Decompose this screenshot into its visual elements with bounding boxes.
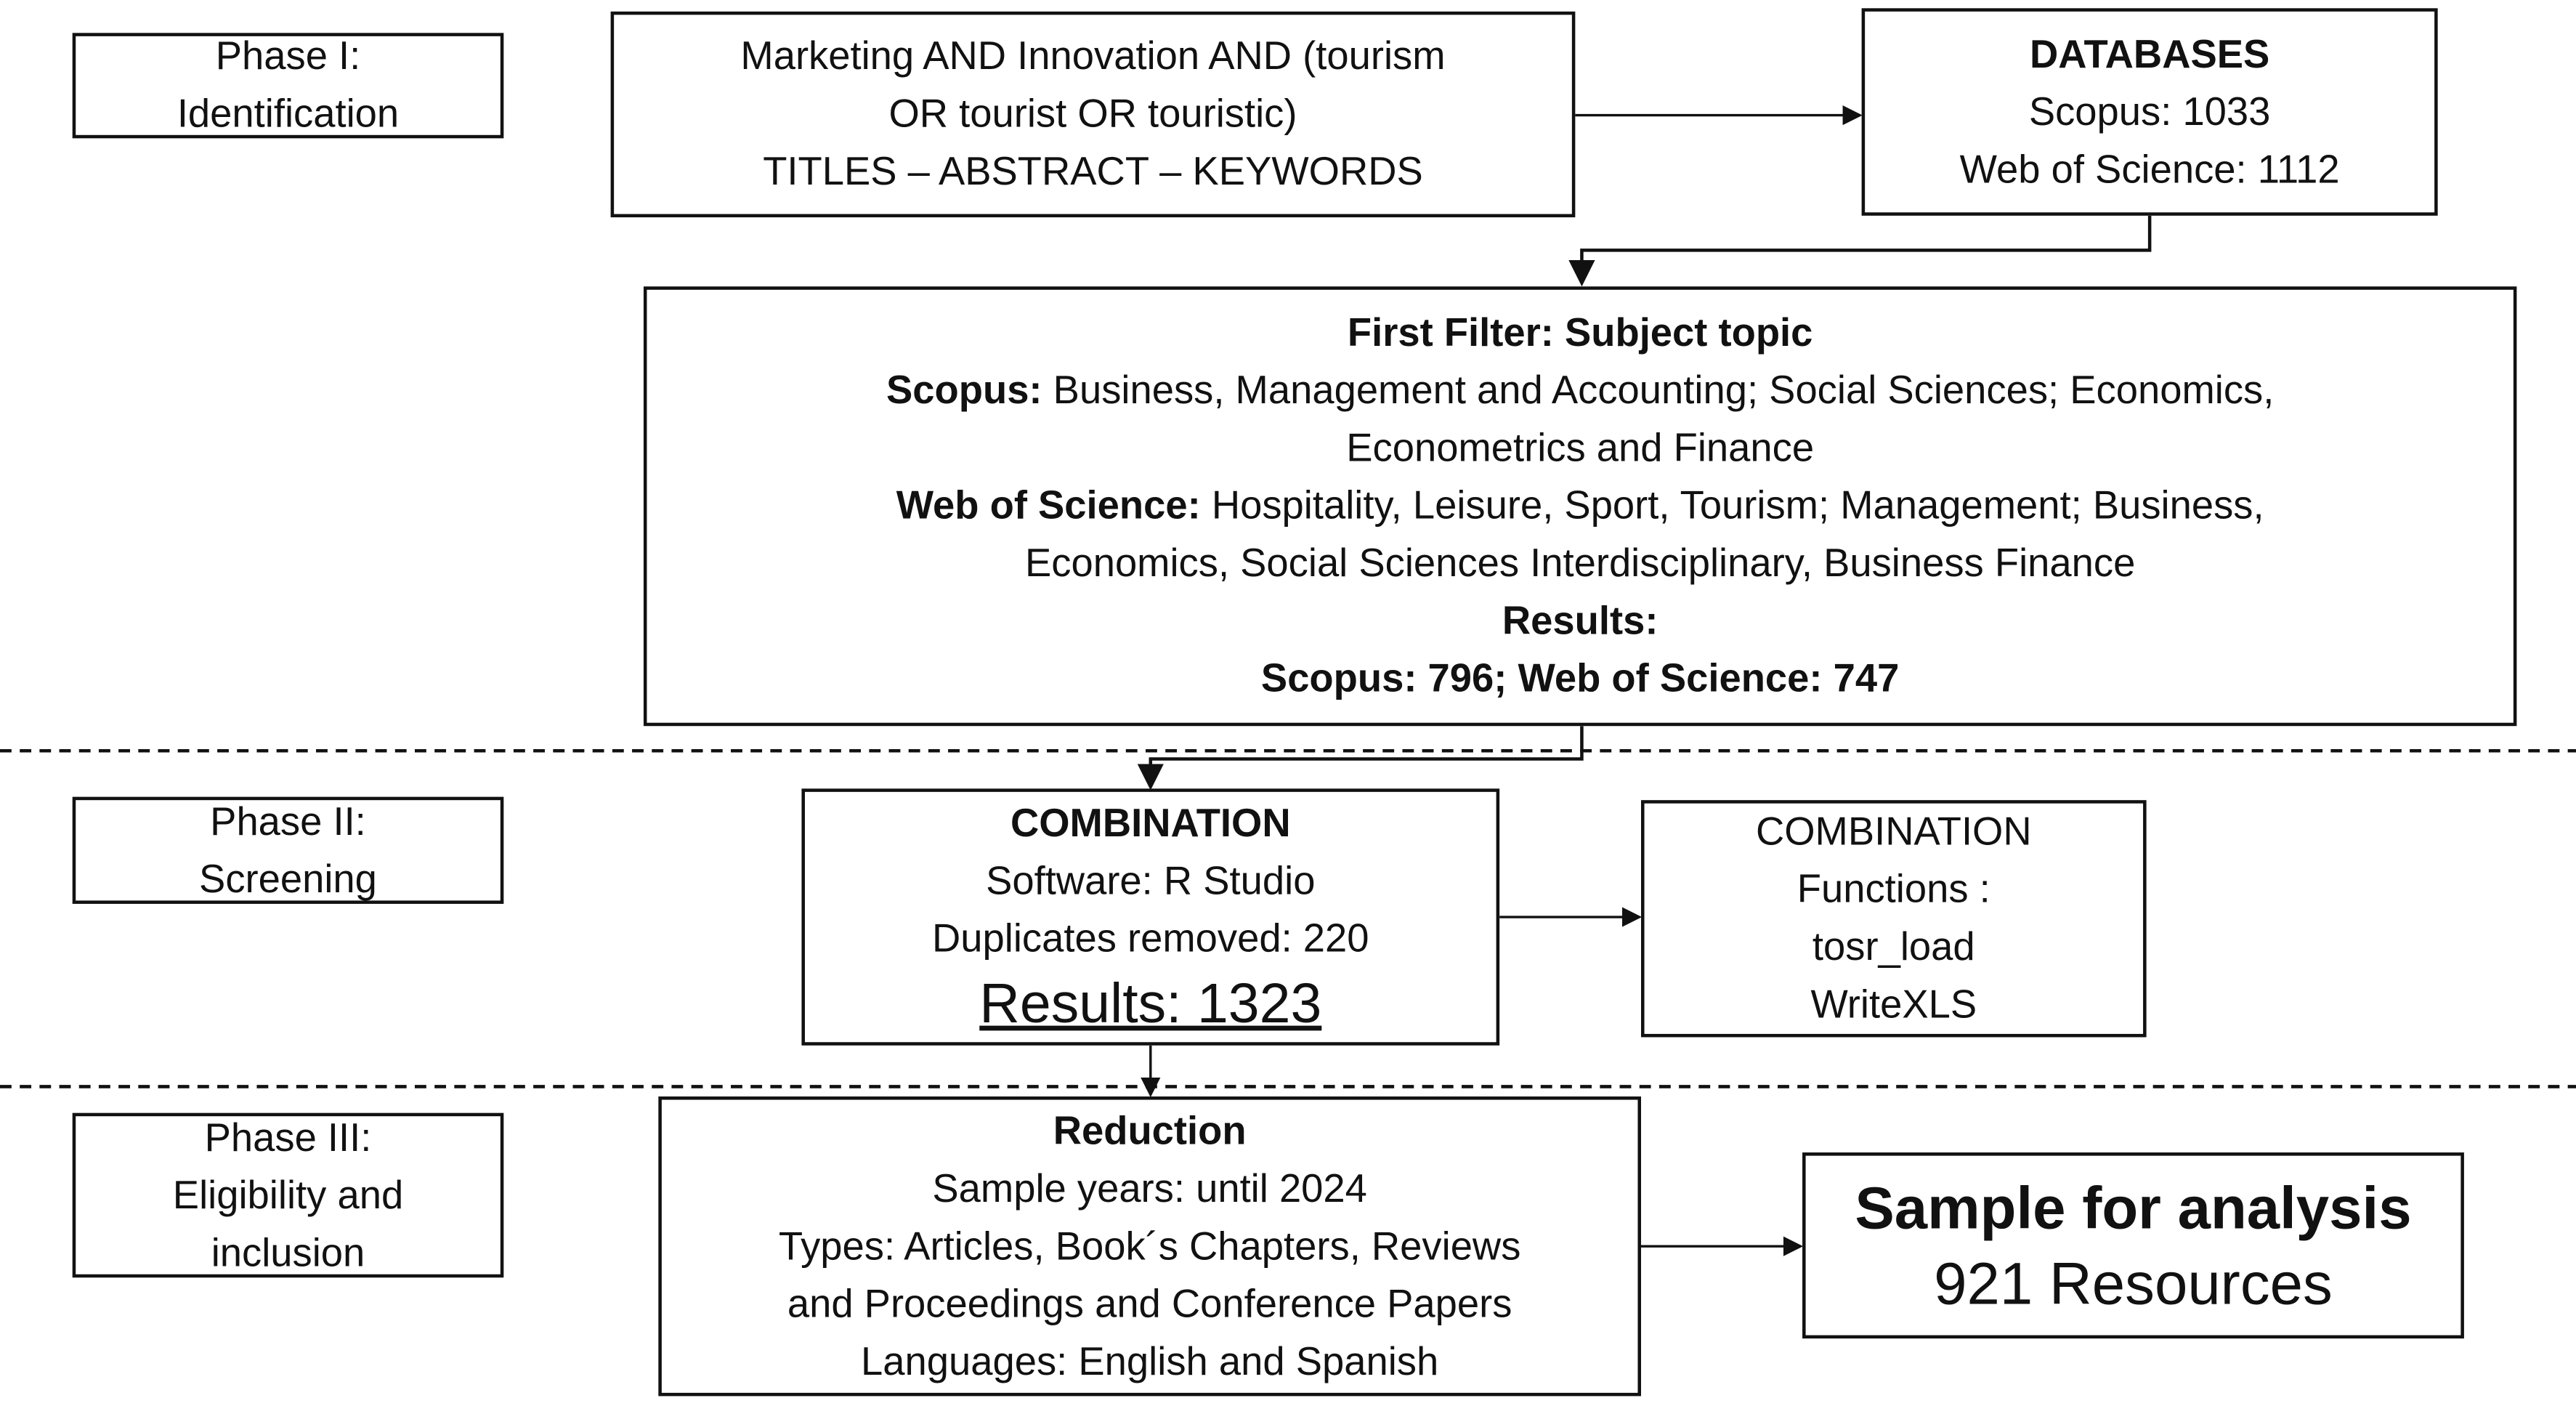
functions-line: tosr_load <box>1812 925 1975 970</box>
phase-text: Phase I: <box>215 34 361 79</box>
search-query-box <box>611 12 1576 217</box>
arrow-filter-to-combination <box>1151 726 1582 787</box>
databases-title: DATABASES <box>2029 32 2270 77</box>
filter-scopus-text-2: Econometrics and Finance <box>1346 426 1815 472</box>
phase-1-label <box>73 33 504 138</box>
functions-line: Functions : <box>1797 868 1990 913</box>
combination-results: Results: 1323 <box>979 971 1322 1035</box>
query-line: Marketing AND Innovation AND (tourism <box>740 34 1446 79</box>
combination-duplicates: Duplicates removed: 220 <box>932 916 1369 961</box>
reduction-line: Sample years: until 2024 <box>932 1166 1367 1211</box>
combination-title: COMBINATION <box>1010 801 1291 846</box>
query-line: OR tourist OR touristic) <box>888 92 1297 137</box>
sample-title: Sample for analysis <box>1855 1173 2412 1241</box>
reduction-title: Reduction <box>1053 1109 1247 1154</box>
filter-results: Scopus: 796; Web of Science: 747 <box>1260 657 1900 702</box>
databases-box <box>1862 8 2438 215</box>
phase-text: Phase III: <box>204 1115 372 1160</box>
filter-wos-text-2: Economics, Social Sciences Interdisciplinary, Business Finance <box>1024 541 2136 586</box>
reduction-line: and Proceedings and Conference Papers <box>787 1281 1512 1327</box>
phase-text: Screening <box>199 857 377 902</box>
reduction-box <box>658 1096 1641 1396</box>
filter-results-label: Results: <box>1502 599 1658 644</box>
filter-title: First Filter: Subject topic <box>1347 311 1813 356</box>
phase-2-label <box>73 797 504 904</box>
functions-line: WriteXLS <box>1810 982 1977 1027</box>
phase-text: Identification <box>177 92 400 137</box>
phase-text: inclusion <box>211 1230 365 1275</box>
functions-line: COMBINATION <box>1755 809 2032 854</box>
query-line: TITLES – ABSTRACT – KEYWORDS <box>763 150 1423 195</box>
filter-wos-label: Web of Science: <box>896 484 1201 529</box>
reduction-line: Languages: English and Spanish <box>861 1339 1439 1384</box>
filter-wos-text: Hospitality, Leisure, Sport, Tourism; Management; Business, <box>1200 484 2264 529</box>
phase-3-label <box>73 1113 504 1278</box>
combination-box <box>801 788 1499 1045</box>
combination-software: Software: R Studio <box>986 858 1316 903</box>
reduction-line: Types: Articles, Book´s Chapters, Reviews <box>778 1224 1521 1269</box>
filter-scopus-label: Scopus: <box>886 368 1042 413</box>
filter-scopus-line <box>886 362 2274 419</box>
arrow-databases-to-filter <box>1581 216 2150 283</box>
sample-box <box>1802 1152 2464 1338</box>
sample-value: 921 Resources <box>1934 1248 2333 1317</box>
filter-scopus-text: Business, Management and Accounting; Social Sciences; Economics, <box>1042 368 2275 413</box>
functions-box <box>1641 800 2147 1037</box>
wos-count: Web of Science: 1112 <box>1959 147 2340 192</box>
first-filter-box <box>644 286 2516 726</box>
scopus-count: Scopus: 1033 <box>2028 89 2271 134</box>
phase-text: Eligibility and <box>172 1173 404 1218</box>
phase-text: Phase II: <box>210 799 366 844</box>
filter-wos-line <box>896 477 2264 535</box>
